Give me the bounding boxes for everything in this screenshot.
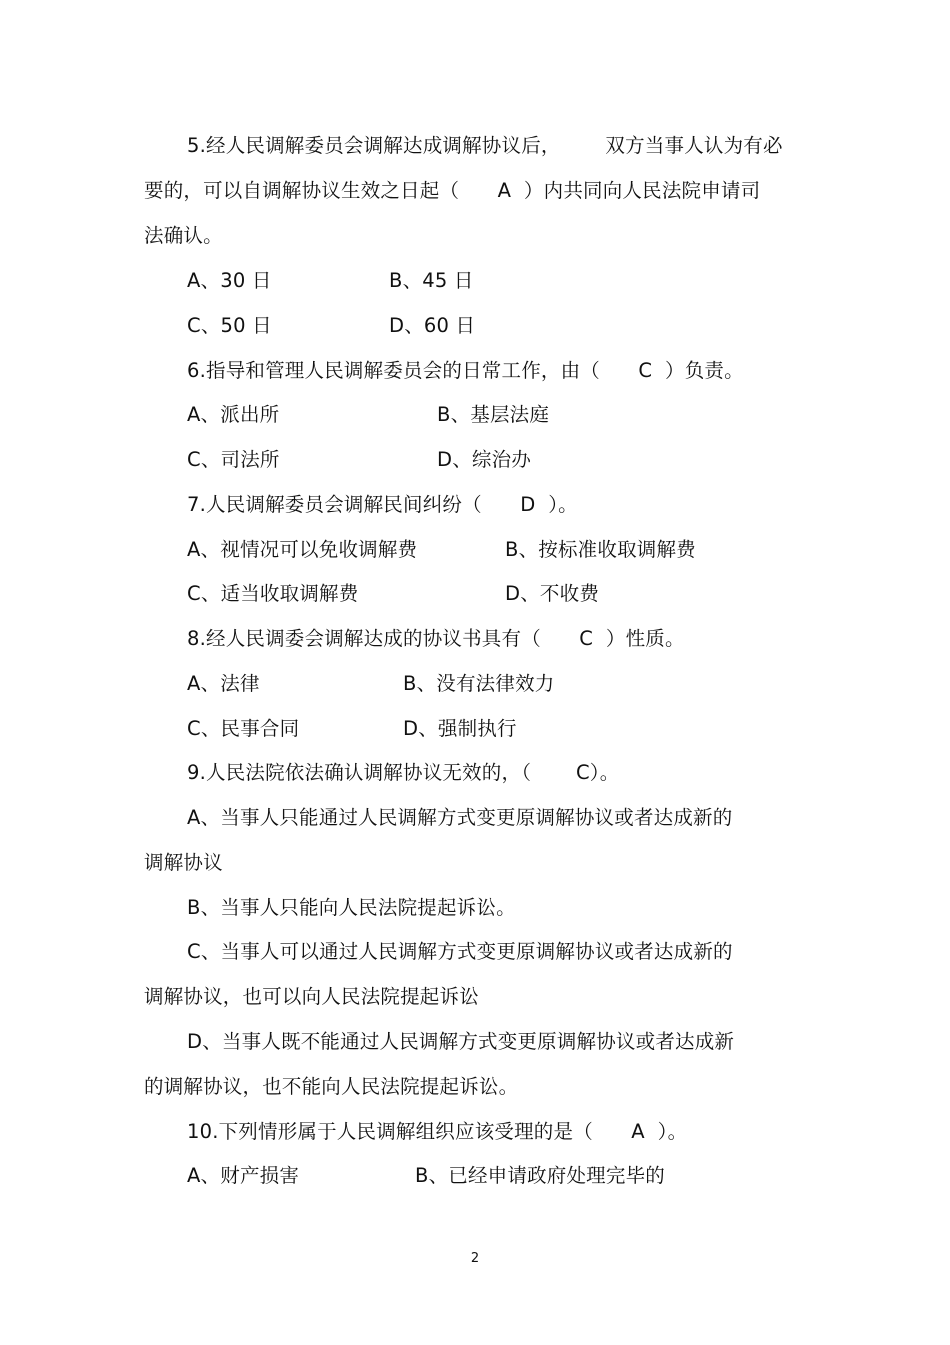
question-8-option-a: A、法律	[187, 672, 260, 695]
question-5-option-a: A、30 日	[187, 269, 272, 292]
question-9-option-b: B、当事人只能向人民法院提起诉讼。	[187, 896, 516, 919]
question-7-option-d: D、不收费	[505, 582, 600, 605]
page-number: 2	[470, 1251, 480, 1266]
question-7-stem: 7.人民调解委员会调解民间纠纷（ D ）。	[187, 493, 578, 516]
question-9-option-d-line-1: D、当事人既不能通过人民调解方式变更原调解协议或者达成新	[187, 1030, 735, 1053]
question-9-stem: 9.人民法院依法确认调解协议无效的，（ C）。	[187, 761, 620, 784]
question-9-option-c-line-1: C、当事人可以通过人民调解方式变更原调解协议或者达成新的	[187, 940, 733, 963]
question-6-option-a: A、派出所	[187, 403, 280, 426]
question-5-stem-line-2: 要的，可以自调解协议生效之日起（ A ）内共同向人民法院申请司	[144, 179, 761, 202]
question-6-stem: 6.指导和管理人民调解委员会的日常工作，由（ C ）负责。	[187, 359, 744, 382]
question-8-stem: 8.经人民调委会调解达成的协议书具有（ C ）性质。	[187, 627, 685, 650]
question-5-stem-line-3: 法确认。	[144, 224, 223, 247]
question-7-option-b: B、按标准收取调解费	[505, 538, 696, 561]
question-5-stem-line-1: 5.经人民调解委员会调解达成调解协议后， 双方当事人认为有必	[187, 134, 783, 157]
question-8-option-b: B、没有法律效力	[403, 672, 555, 695]
question-7-option-a: A、视情况可以免收调解费	[187, 538, 418, 561]
question-10-stem: 10.下列情形属于人民调解组织应该受理的是（ A ）。	[187, 1120, 688, 1143]
question-6-option-b: B、基层法庭	[437, 403, 550, 426]
question-5-option-c: C、50 日	[187, 314, 272, 337]
question-7-option-c: C、适当收取调解费	[187, 582, 359, 605]
question-9-option-a-line-1: A、当事人只能通过人民调解方式变更原调解协议或者达成新的	[187, 806, 733, 829]
question-6-option-d: D、综治办	[437, 448, 532, 471]
question-9-option-c-line-2: 调解协议，也可以向人民法院提起诉讼	[144, 985, 479, 1008]
question-9-option-a-line-2: 调解协议	[144, 851, 223, 874]
question-6-option-c: C、司法所	[187, 448, 280, 471]
question-10-option-a: A、财产损害	[187, 1164, 300, 1187]
question-5-option-d: D、60 日	[389, 314, 476, 337]
question-8-option-c: C、民事合同	[187, 717, 300, 740]
question-9-option-d-line-2: 的调解协议，也不能向人民法院提起诉讼。	[144, 1075, 519, 1098]
question-5-option-b: B、45 日	[389, 269, 474, 292]
question-10-option-b: B、已经申请政府处理完毕的	[415, 1164, 665, 1187]
question-8-option-d: D、强制执行	[403, 717, 517, 740]
